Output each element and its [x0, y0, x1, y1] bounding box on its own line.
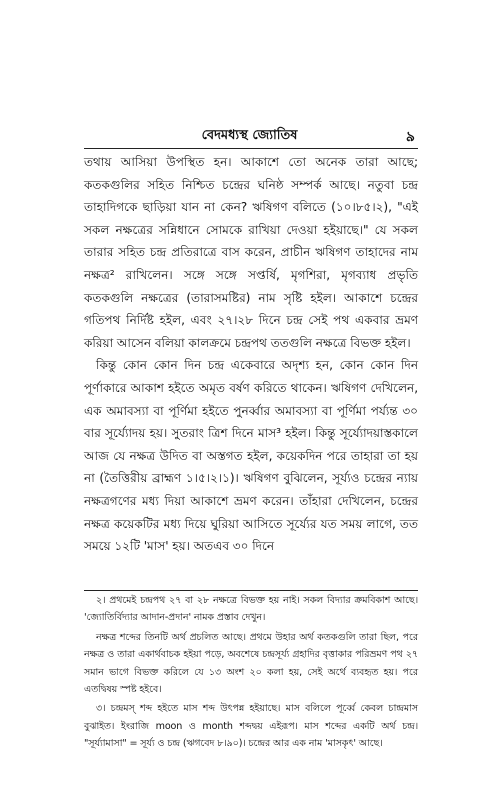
footnotes: [84, 592, 418, 755]
page-number: ৯: [405, 129, 415, 145]
footnote: নক্ষত্র শব্দের তিনটি অর্থ প্রচলিত আছে। প্রথমে উহার অর্থ কতকগুলি তারা ছিল, পরে নক্ষত্র ও তারা একার্থবাচক হইয়া পড়ে, অবশেষে চন্দ্রসূর্য্য গ্রহাদির বৃত্তাকার পরিভ্রমণ পথ ২৭ সমান ভাগে বিভক্ত করিলে যে ১৩ অংশ ২০ কলা হয়, সেই অর্থে ব্যবহৃত হয়। পরে এতদ্বিষয় স্পষ্ট হইবে।: [84, 631, 418, 696]
body-paragraph: তথায় আসিয়া উপস্থিত হন। আকাশে তো অনেক তারা আছে; কতকগুলির সহিত নিশ্চিত চন্দ্রের ঘনিষ্ঠ সম্পর্ক আছে। নতুবা চন্দ্র তাহাদিগকে ছাড়িয়া যান না কেন? ঋষিগণ বলিতে (১০।৮৫।২), "এই সকল নক্ষত্রের সন্নিধানে সোমকে রাখিয়া দেওয়া হইয়াছে।" যে সকল তারার সহিত চন্দ্র প্রতিরাত্রে বাস করেন, প্রাচীন ঋষিগণ তাহাদের নাম নক্ষত্র² রাখিলেন। সঙ্গে সঙ্গে সপ্তর্ষি, মৃগশিরা, মৃগব্যাধ প্রভৃতি কতকগুলি নক্ষত্রের (তারাসমষ্টির) নাম সৃষ্টি হইল। আকাশে চন্দ্রের গতিপথ নির্দিষ্ট হইল, এবং ২৭।২৮ দিনে চন্দ্র সেই পথ একবার ভ্রমণ করিয়া আসেন বলিয়া কালক্রমে চন্দ্রপথ ততগুলি নক্ষত্রে বিভক্ত হইল।: [84, 155, 418, 350]
footnote: ৩। চন্দ্রমস্ শব্দ হইতে মাস শব্দ উৎপন্ন হইয়াছে। মাস বলিলে পূর্ব্বে কেবল চান্দ্রমাস বুঝাইত। ইংরাজি moon ও month শব্দদ্বয় এইরূপ। মাস শব্দের একটি অর্থ চন্দ্র। "সূর্য্যামাসা" = সূর্য্য ও চন্দ্র (ঋগবেদ ৮।৯০)। চন্দ্রের আর এক নাম 'মাসকৃৎ' আছে।: [84, 703, 418, 750]
footnote-rule: [84, 590, 418, 591]
body-text: [84, 151, 418, 558]
header-rule: [84, 148, 418, 149]
body-paragraph: কিন্তু কোন কোন দিন চন্দ্র একেবারে অদৃশ্য হন, কোন কোন দিন পূর্ণাকারে আকাশ হইতে অমৃত বর্ষণ করিতে থাকেন। ঋষিগণ দেখিলেন, এক অমাবস্যা বা পূর্ণিমা হইতে পুনর্ব্বার অমাবস্যা বা পূর্ণিমা পর্য্যন্ত ৩০ বার সূর্য্যোদয় হয়। সুতরাং ত্রিশ দিনে মাস³ হইল। কিন্তু সূর্য্যোদয়াস্তকালে আজ যে নক্ষত্র উদিত বা অস্তগত হইল, কয়েকদিন পরে তাহারা তা হয় না (তৈত্তিরীয় ব্রাহ্মণ ১।৫।২।১)। ঋষিগণ বুঝিলেন, সূর্য্যও চন্দ্রের ন্যায় নক্ষত্রগণের মধ্য দিয়া আকাশে ভ্রমণ করেন। তাঁহারা দেখিলেন, চন্দ্রের নক্ষত্র কয়েকটির মধ্য দিয়ে ঘুরিয়া আসিতে সূর্য্যের যত সময় লাগে, তত সময়ে ১২টি 'মাস' হয়। অতএব ৩০ দিনে: [84, 358, 418, 554]
footnote: ২। প্রথমেই চন্দ্রপথ ২৭ বা ২৮ নক্ষত্রে বিভক্ত হয় নাই। সকল বিদ্যার ক্রমবিকাশ আছে। 'জ্যোতির্বিদ্যার আদান-প্রদান' নামক প্রস্তাব দেখুন।: [84, 595, 418, 624]
running-title: বেদমধ্যস্থ জ্যোতিষ: [201, 128, 298, 143]
